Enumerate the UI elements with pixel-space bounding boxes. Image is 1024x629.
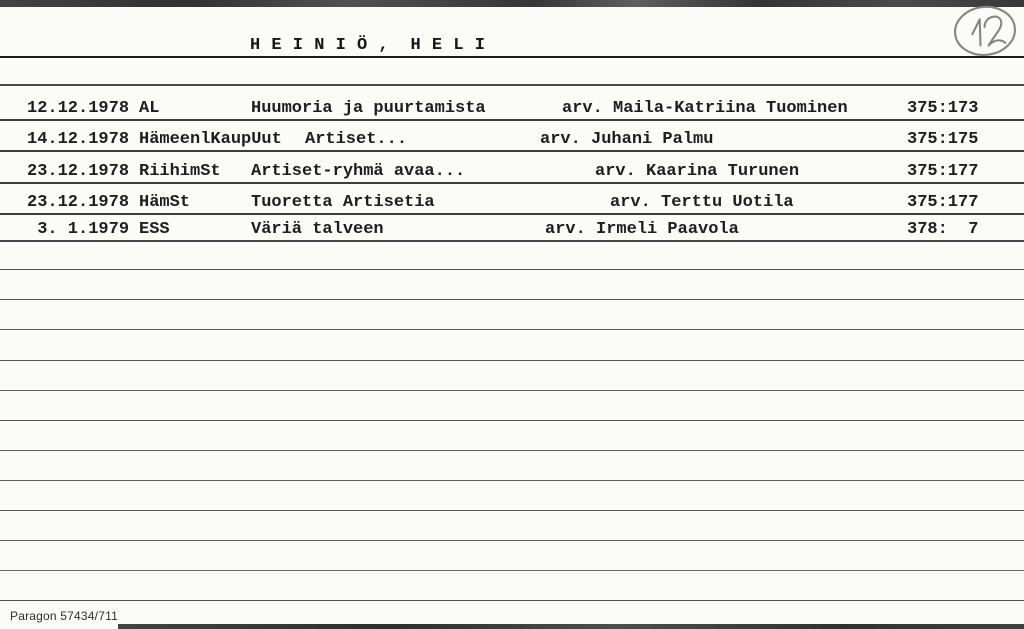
- ruled-line: [0, 450, 1024, 451]
- entry-row: [0, 220, 1024, 240]
- ruled-line: [0, 570, 1024, 571]
- ruled-line: [0, 390, 1024, 391]
- entry-row: [0, 162, 1024, 182]
- ruled-line: [0, 510, 1024, 511]
- entry-reviewer: arv. Irmeli Paavola: [545, 220, 739, 239]
- ruled-line: [0, 182, 1024, 184]
- entry-title: Väriä talveen: [251, 220, 384, 239]
- entry-row: [0, 193, 1024, 213]
- entry-source: RiihimSt: [139, 162, 221, 181]
- entry-title: Tuoretta Artisetia: [251, 193, 435, 212]
- ruled-line: [0, 150, 1024, 152]
- entry-row: [0, 130, 1024, 150]
- entry-reviewer: arv. Maila-Katriina Tuominen: [562, 99, 848, 118]
- ruled-line: [0, 360, 1024, 361]
- ruled-line: [0, 213, 1024, 215]
- entry-date: 23.12.1978: [27, 193, 130, 212]
- card-title: H E I N I Ö , H E L I: [250, 36, 486, 55]
- scan-top-edge: [0, 0, 1024, 7]
- pencil-circle: [953, 4, 1018, 58]
- entry-ref: 378: 7: [907, 220, 979, 239]
- card-maker-imprint: Paragon 57434/711: [10, 609, 118, 623]
- entry-date: 23.12.1978: [27, 162, 130, 181]
- entry-title: Huumoria ja puurtamista: [251, 99, 486, 118]
- entry-ref: 375:177: [907, 193, 979, 212]
- ruled-line: [0, 240, 1024, 242]
- entry-reviewer: arv. Juhani Palmu: [540, 130, 714, 149]
- entry-title: Artiset-ryhmä avaa...: [251, 162, 466, 181]
- pencil-digit-2: [984, 16, 1006, 46]
- pencil-digit-1: [971, 19, 983, 46]
- ruled-line: [0, 84, 1024, 86]
- ruled-line: [0, 420, 1024, 421]
- entry-row: [0, 99, 1024, 119]
- ruled-line: [0, 480, 1024, 481]
- scan-bottom-edge: [118, 624, 1024, 629]
- entry-source: AL: [139, 99, 160, 118]
- entry-ref: 375:173: [907, 99, 979, 118]
- entry-reviewer: arv. Terttu Uotila: [610, 193, 794, 212]
- ruled-line: [0, 56, 1024, 58]
- ruled-line: [0, 600, 1024, 601]
- entry-source: ESS: [139, 220, 170, 239]
- entry-ref: 375:177: [907, 162, 979, 181]
- entry-ref: 375:175: [907, 130, 979, 149]
- ruled-line: [0, 269, 1024, 270]
- page-number-circle-icon: [948, 2, 1020, 60]
- entry-source: HämeenlKaupUut: [139, 130, 282, 149]
- entry-title: Artiset...: [305, 130, 408, 149]
- entry-reviewer: arv. Kaarina Turunen: [595, 162, 800, 181]
- ruled-line: [0, 299, 1024, 300]
- entry-source: HämSt: [139, 193, 191, 212]
- entry-date: 3. 1.1979: [27, 220, 130, 239]
- ruled-line: [0, 329, 1024, 330]
- entry-date: 14.12.1978: [27, 130, 130, 149]
- ruled-line: [0, 540, 1024, 541]
- entry-date: 12.12.1978: [27, 99, 130, 118]
- ruled-line: [0, 119, 1024, 121]
